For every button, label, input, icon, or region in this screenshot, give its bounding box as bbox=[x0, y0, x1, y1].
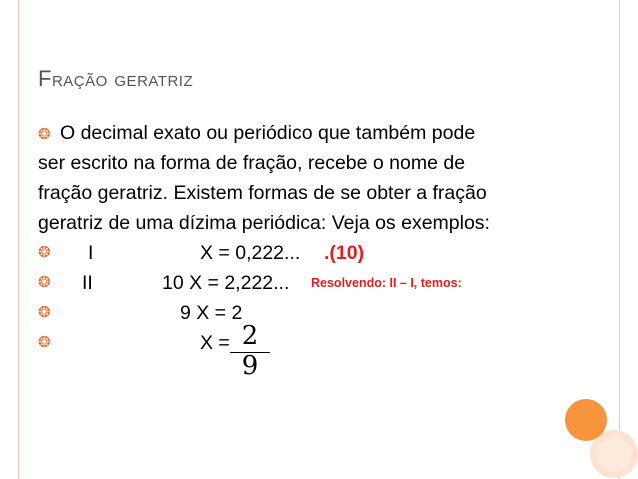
fraction-denominator: 9 bbox=[241, 351, 259, 381]
row-label: I bbox=[88, 242, 94, 264]
bullet-icon: ❂ bbox=[38, 126, 51, 143]
bullet-icon: ❂ bbox=[38, 274, 51, 291]
bullet-icon: ❂ bbox=[38, 244, 51, 261]
row-note: Resolvendo: II – I, temos: bbox=[311, 276, 462, 290]
right-border-line bbox=[619, 0, 620, 479]
decorative-circle-orange bbox=[565, 399, 607, 441]
paragraph-line-1: ❂ O decimal exato ou periódico que também pode bbox=[38, 118, 490, 148]
bullet-icon: ❂ bbox=[38, 334, 51, 351]
row-equation: X = bbox=[200, 332, 230, 354]
row-label: II bbox=[82, 272, 93, 294]
paragraph-line-4: geratriz de uma dízima periódica: Veja os exemplos: bbox=[38, 212, 490, 234]
slide-title: Fração geratriz bbox=[38, 66, 194, 91]
row-equation: 10 X = 2,222... bbox=[162, 272, 290, 294]
left-border-line bbox=[18, 0, 19, 479]
bullet-icon: ❂ bbox=[38, 304, 51, 321]
paragraph bbox=[38, 118, 490, 238]
row-note: .(10) bbox=[324, 242, 365, 264]
paragraph-line-3: fração geratriz. Existem formas de se obter a fração bbox=[38, 182, 487, 204]
paragraph-line-2: ser escrito na forma de fração, recebe o nome de bbox=[38, 152, 466, 174]
fraction-numerator: 2 bbox=[241, 321, 259, 351]
row-equation: 9 X = 2 bbox=[180, 302, 243, 324]
fraction-two-ninths bbox=[228, 321, 272, 381]
row-equation: X = 0,222... bbox=[200, 242, 301, 264]
